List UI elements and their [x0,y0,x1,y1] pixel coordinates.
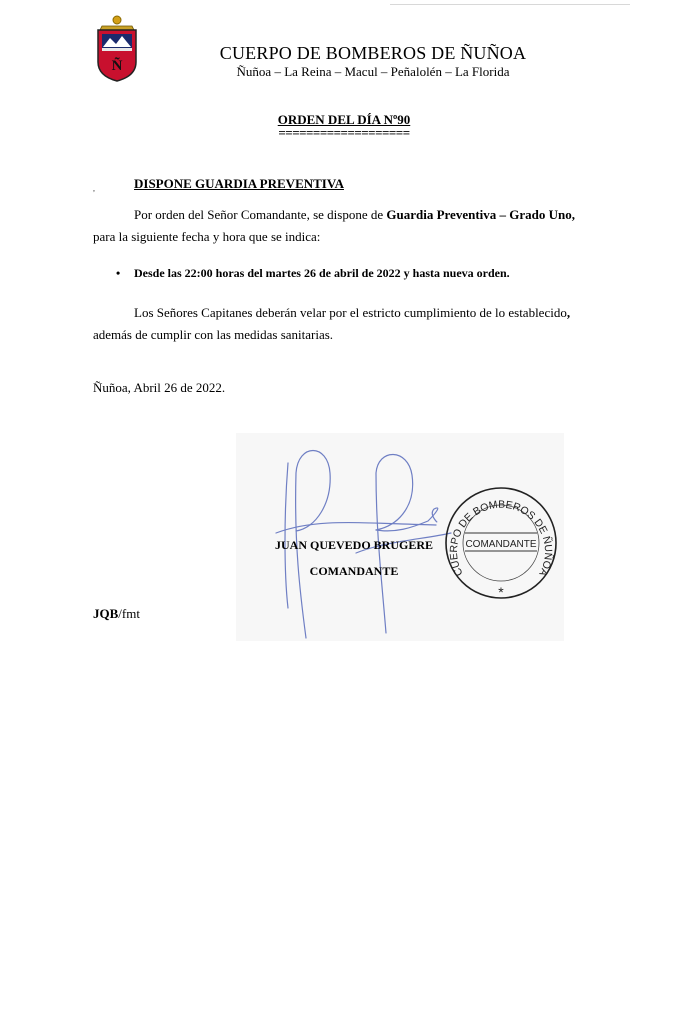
top-rule [390,4,630,5]
stray-mark: , [93,184,95,193]
official-stamp [443,485,559,601]
paragraph-order-text: Por orden del Señor Comandante, se dispone de [134,207,387,222]
bullet-icon: • [116,266,121,280]
paragraph-captains [93,302,608,346]
paragraph-order [93,204,608,248]
stamp-star-icon: * [498,584,504,600]
stamp-ring-text: CUERPO DE BOMBEROS DE ÑUÑOA [447,498,555,578]
paragraph-captains-comma: , [566,305,571,320]
order-title-block [0,112,680,138]
organization-name: CUERPO DE BOMBEROS DE ÑUÑOA [219,43,527,63]
signer-name: JUAN QUEVEDO BRUGERE [274,538,433,552]
organization-communes: Ñuñoa – La Reina – Macul – Peñalolén – La Florida [236,64,510,79]
date-line: Ñuñoa, Abril 26 de 2022. [93,380,226,395]
bullet-item [116,266,510,281]
initials-bold: JQB [93,606,119,621]
section-heading: DISPONE GUARDIA PREVENTIVA [134,176,344,191]
paragraph-order-continuation: para la siguiente fecha y hora que se indica: [93,229,321,244]
svg-text:Ñ: Ñ [111,58,123,74]
signer-block [264,532,444,584]
bullet-text: Desde las 22:00 horas del martes 26 de abril de 2022 y hasta nueva orden. [134,266,510,280]
signer-role: COMANDANTE [309,564,399,578]
organization-header [0,42,680,80]
order-title: ORDEN DEL DÍA Nº90 [277,112,411,127]
paragraph-captains-text: Los Señores Capitanes deberán velar por el estricto cumplimiento de lo establecido [134,305,567,320]
reference-initials [93,606,140,622]
paragraph-captains-continuation: además de cumplir con las medidas sanitarias. [93,327,334,342]
stamp-center-text: COMANDANTE [465,539,537,550]
initials-rest: /fmt [118,606,140,621]
paragraph-order-bold: Guardia Preventiva – Grado Uno, [386,207,575,222]
order-title-separator: =================== [278,125,410,140]
